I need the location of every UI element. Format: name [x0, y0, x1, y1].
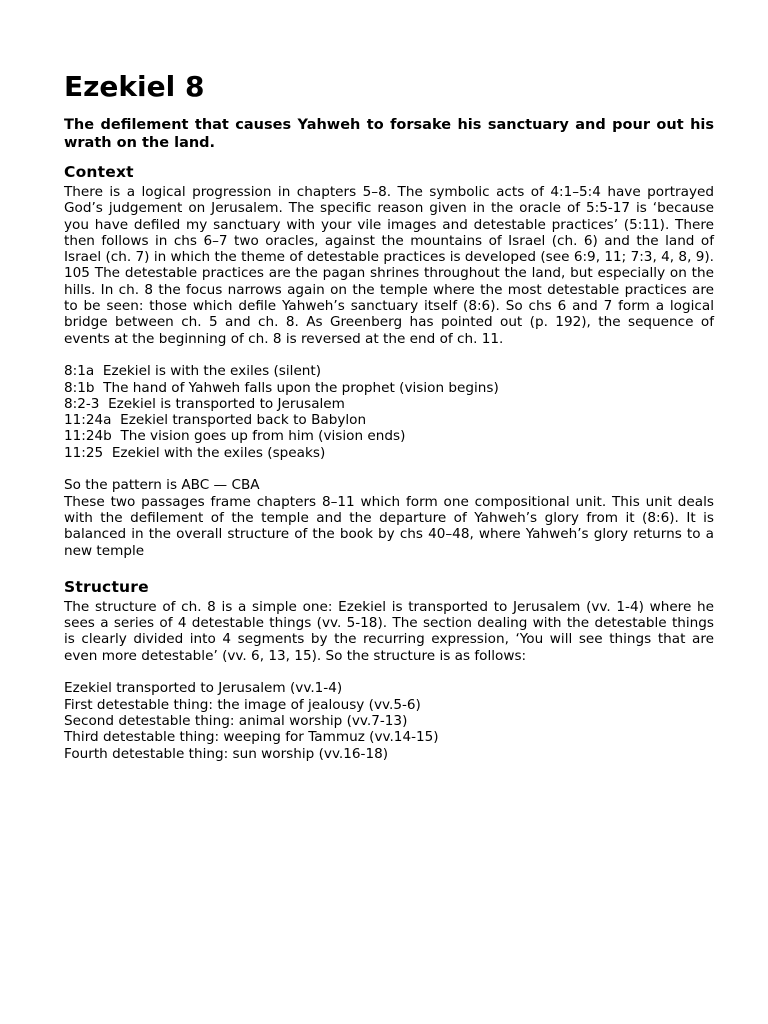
outline-item: First detestable thing: the image of jealousy (vv.5-6) [64, 696, 421, 713]
structure-heading: Structure [64, 577, 149, 596]
sequence-item: 8:2-3 Ezekiel is transported to Jerusalem [64, 395, 345, 412]
page-subtitle: The defilement that causes Yahweh to forsake his sanctuary and pour out his wrath on the land. [64, 117, 714, 151]
spacer [64, 347, 714, 363]
context-paragraph: There is a logical progression in chapters 5–8. The symbolic acts of 4:1–5:4 have portrayed God’s judgement on Jerusalem. The specific reason given in the oracle of 5:5-17 is ‘because you have defiled my sanctuary with your vile images and detestable practices’ (5:11). There then follows in chs 6–7 two oracles, against the mountains of Israel (ch. 6) and the land of Israel (ch. 7) in which the theme of detestable practices is developed (see 6:9, 11; 7:3, 4, 8, 9). 105 The detestable practices are the pagan shrines throughout the land, but especially on the hills. In ch. 8 the focus narrows again on the temple where the most detestable practices are to be seen: those which defile Yahweh’s sanctuary itself (8:6). So chs 6 and 7 form a logical bridge between ch. 5 and ch. 8. As Greenberg has pointed out (p. 192), the sequence of events at the beginning of ch. 8 is reversed at the end of ch. 11. [64, 184, 714, 347]
outline-item: Ezekiel transported to Jerusalem (vv.1-4) [64, 680, 343, 697]
sequence-item: 11:24a Ezekiel transported back to Babylon [64, 412, 367, 429]
sequence-item: 11:25 Ezekiel with the exiles (speaks) [64, 444, 326, 461]
pattern-line: So the pattern is ABC — CBA [64, 477, 260, 494]
sequence-item: 8:1b The hand of Yahweh falls upon the prophet (vision begins) [64, 379, 499, 396]
spacer [64, 461, 714, 477]
sequence-item: 8:1a Ezekiel is with the exiles (silent) [64, 363, 322, 380]
structure-paragraph: The structure of ch. 8 is a simple one: Ezekiel is transported to Jerusalem (vv. 1-4) where he sees a series of 4 detestable things (vv. 5-18). The section dealing with the detestable things is clearly divided into 4 segments by the recurring expression, ‘You will see things that are even more detestable’ (vv. 6, 13, 15). So the structure is as follows: [64, 598, 714, 664]
spacer [64, 664, 714, 680]
outline-item: Second detestable thing: animal worship (vv.7-13) [64, 712, 408, 729]
sequence-list [64, 363, 714, 461]
context-heading: Context [64, 163, 134, 181]
page-title: Ezekiel 8 [64, 70, 205, 103]
outline-item: Third detestable thing: weeping for Tammuz (vv.14-15) [64, 729, 439, 746]
sequence-item: 11:24b The vision goes up from him (vision ends) [64, 428, 406, 445]
structure-outline [64, 680, 714, 761]
outline-item: Fourth detestable thing: sun worship (vv.16-18) [64, 745, 389, 762]
context-paragraph-2: These two passages frame chapters 8–11 which form one compositional unit. This unit deals with the defilement of the temple and the departure of Yahweh’s glory from it (8:6). It is balanced in the overall structure of the book by chs 40–48, where Yahweh’s glory returns to a new temple [64, 493, 714, 559]
